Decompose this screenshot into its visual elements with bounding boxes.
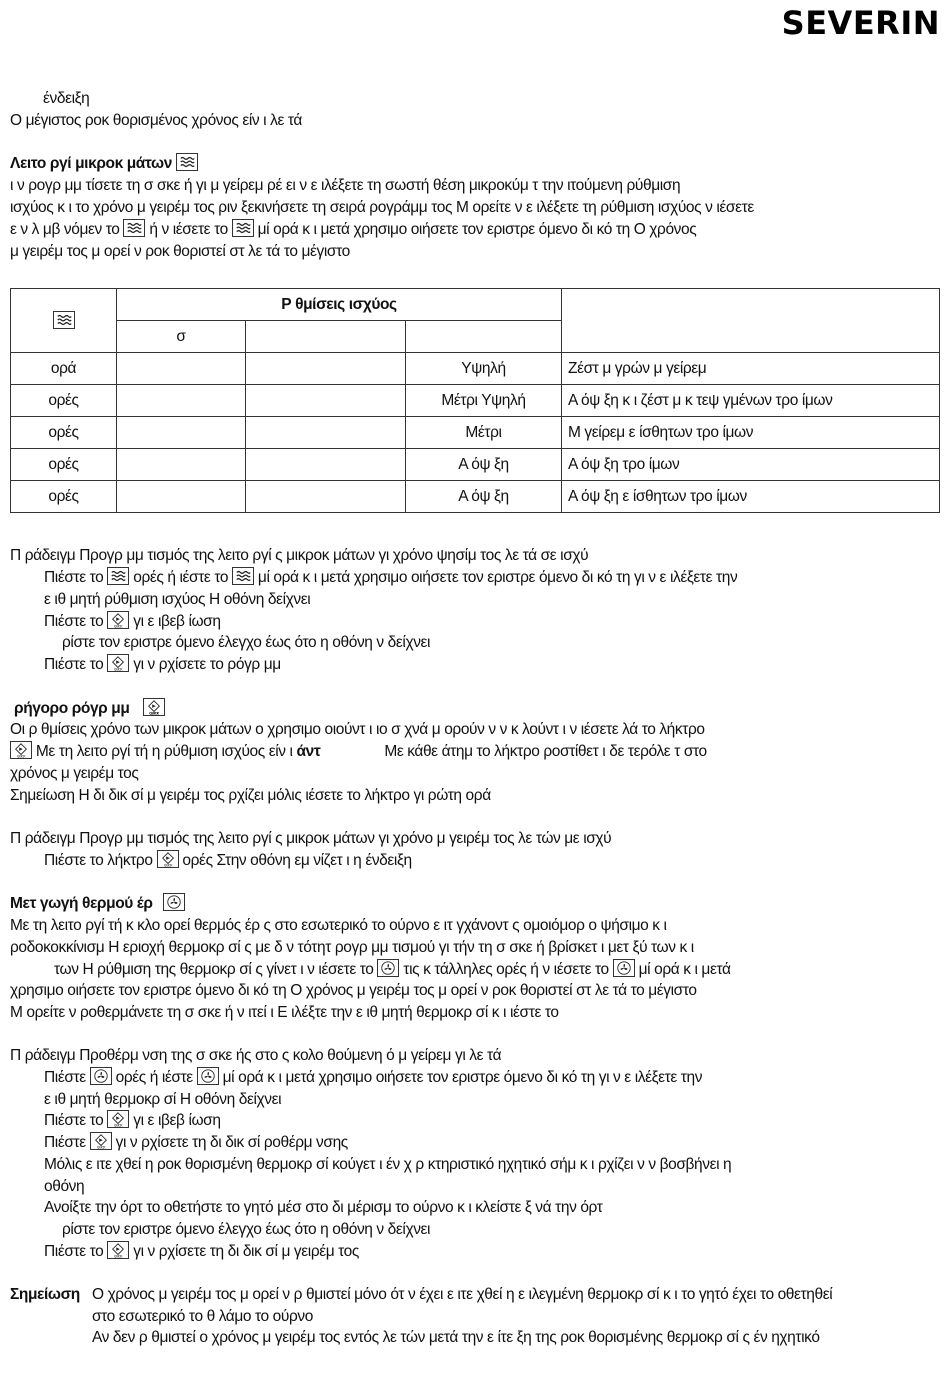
convection-text-part: τις κ τάλληλες ορές ή ν ιέσετε το: [403, 961, 609, 978]
table-row: [11, 481, 940, 513]
quick-heading-text: ρήγορο ρόγρ μμ: [14, 700, 130, 717]
microwave-para-line-2: ισχύος κ ι το χρόνο μ γειρέμ τος ριν ξεκινήσετε τη σειρά ρογράμμ τος Μ ορείτε ν ε ιλέξετε τη ρύθμιση ισχύος ν ιέσετε: [10, 199, 754, 216]
step-text: Πιέστε: [44, 1134, 86, 1151]
example3-step5: Ανοίξτε την όρτ το οθετήστε το γητό μέσ στο δι μέρισμ το ούρνο κ ι κλείστε ξ νά την όρτ: [44, 1199, 603, 1216]
step-text: Πιέστε το: [44, 1112, 104, 1129]
convection-para-line-2: ροδοκοκκίνισμ Η εριοχή θερμοκρ σί ς με δ ν τότητ ρογρ μμ τισμού γι τήν τη σ σκε ή βρίσκετ ι μετ ξύ των κ ι: [10, 939, 694, 956]
table-cell-presses: ορά: [11, 353, 117, 385]
table-cell-presses: ορές: [11, 449, 117, 481]
example3-step1-cont: ε ιθ μητή θερμοκρ σί Η οθόνη δείχνει: [44, 1091, 282, 1108]
convection-fan-icon: [163, 893, 185, 911]
microwave-waves-icon: [232, 219, 254, 237]
example1-step2: [44, 611, 221, 632]
step-text: Πιέστε το: [44, 1243, 104, 1260]
table-cell-power: Α όψ ξη: [406, 481, 562, 513]
convection-fan-icon: [377, 959, 399, 977]
table-cell-empty: [246, 353, 406, 385]
table-cell-presses: ορές: [11, 481, 117, 513]
section-heading-quick: [14, 698, 165, 719]
table-cell-empty: [117, 481, 246, 513]
quick-para-line-3: χρόνος μ γειρέμ τος: [10, 765, 139, 782]
quick-para-line-2: [10, 741, 707, 762]
table-cell-use: Μ γείρεμ ε ίσθητων τρο ίμων: [562, 417, 940, 449]
step-text: ορές ή ιέστε το: [133, 569, 229, 586]
step-text: γι ν ρχίσετε το ρόγρ μμ: [133, 656, 281, 673]
table-cell-power: Μέτρι Υψηλή: [406, 385, 562, 417]
step-text: Πιέστε το: [44, 656, 104, 673]
convection-fan-icon: [613, 959, 635, 977]
quick-start-icon: [107, 611, 129, 629]
convection-fan-icon: [197, 1067, 219, 1085]
step-text: μί ορά κ ι μετά χρησιμο οιήσετε τον εριστρε όμενο δι κό τη γι ν ε ιλέξετε την: [222, 1069, 703, 1086]
step-text: Πιέστε: [44, 1069, 86, 1086]
step-text: Πιέστε το: [44, 613, 104, 630]
table-cell-presses: ορές: [11, 385, 117, 417]
table-cell-use: Α όψ ξη τρο ίμων: [562, 449, 940, 481]
table-header-empty: [562, 289, 940, 353]
table-row: [11, 449, 940, 481]
step-text: γι ν ρχίσετε τη δι δικ σί μ γειρέμ τος: [133, 1243, 359, 1260]
microwave-text-part: ε ν λ μβ νόμεν το: [10, 221, 120, 238]
section-heading-convection: [10, 893, 185, 914]
example3-step6: ρίστε τον εριστρε όμενο έλεγχο έως ότο η οθόνη ν δείχνει: [62, 1221, 431, 1238]
table-cell-power: Μέτρι: [406, 417, 562, 449]
example3-step2: [44, 1110, 221, 1131]
table-cell-empty: [246, 449, 406, 481]
note-line-1: Ο χρόνος μ γειρέμ τος μ ορεί ν ρ θμιστεί μόνο ότ ν έχει ε ιτε χθεί η ε ιλεγμένη θερμοκρ σί κ ι το γητό έχει το οθετηθεί: [92, 1286, 833, 1303]
table-icon-cell: [11, 289, 117, 353]
microwave-para-line-3: [10, 219, 696, 240]
microwave-waves-icon: [176, 153, 198, 171]
example3-step4-cont: οθόνη: [44, 1178, 85, 1195]
quick-para-line-1: Οι ρ θμίσεις χρόνο των μικροκ μάτων ο χρησιμο οιούντ ι ιο σ χνά μ ορούν ν ν κ λούντ ι ν ιέσετε λά το λήκτρο: [10, 721, 705, 738]
example1-step4: [44, 654, 281, 675]
convection-fan-icon: [90, 1067, 112, 1085]
quick-start-icon: [107, 654, 129, 672]
quick-start-icon: [107, 1110, 129, 1128]
power-settings-table: [10, 288, 940, 513]
table-row: [11, 385, 940, 417]
convection-heading-text: Μετ γωγή θερμού έρ: [10, 895, 153, 912]
convection-text-part: των Η ρύθμιση της θερμοκρ σί ς γίνετ ι ν ιέσετε το: [54, 961, 374, 978]
table-cell-empty: [117, 353, 246, 385]
note-label: Σημείωση: [10, 1286, 80, 1303]
table-cell-empty: [117, 385, 246, 417]
example1-step1: [44, 567, 737, 588]
brand-logo: SEVERIN: [781, 4, 940, 42]
step-text: ορές Στην οθόνη εμ νίζετ ι η ένδειξη: [182, 852, 412, 869]
example3-title: Π ράδειγμ Προθέρμ νση της σ σκε ής στο ς κολο θούμενη ό μ γείρεμ γι λε τά: [10, 1047, 502, 1064]
convection-para-line-3: [10, 959, 731, 980]
quick-text-part: Με κάθε άτημ το λήκτρο ροστίθετ ι δε τερόλε τ στο: [384, 743, 707, 760]
quick-start-icon: [10, 741, 32, 759]
table-subheader-empty: [246, 321, 406, 353]
quick-text-bold: άντ: [296, 743, 321, 760]
step-text: Πιέστε το: [44, 569, 104, 586]
microwave-text-part: μί ορά κ ι μετά χρησιμο οιήσετε τον εριστρε όμενο δι κό τη Ο χρόνος: [257, 221, 697, 238]
example3-step7: [44, 1241, 359, 1262]
microwave-text-part: ή ν ιέσετε το: [149, 221, 228, 238]
table-cell-empty: [117, 417, 246, 449]
example3-step3: [44, 1132, 348, 1153]
microwave-waves-icon: [107, 567, 129, 585]
example2-step1: [44, 850, 412, 871]
step-text: γι ε ιβεβ ίωση: [133, 613, 221, 630]
table-cell-power: Υψηλή: [406, 353, 562, 385]
example3-step4: Μόλις ε ιτε χθεί η ροκ θορισμένη θερμοκρ σί κούγετ ι έν χ ρ κτηριστικό ηχητικό σήμ κ ι ρχίζει ν ν βοσβήνει η: [44, 1156, 732, 1173]
example1-step1-cont: ε ιθ μητή ρύθμιση ισχύος Η οθόνη δείχνει: [44, 591, 311, 608]
step-text: γι ν ρχίσετε τη δι δικ σί ροθέρμ νσης: [115, 1134, 348, 1151]
table-cell-use: Α όψ ξη κ ι ζέστ μ κ τεψ γμένων τρο ίμων: [562, 385, 940, 417]
quick-start-icon: [157, 850, 179, 868]
display-indication: ένδειξη: [43, 90, 90, 107]
microwave-waves-icon: [123, 219, 145, 237]
example3-step1: [44, 1067, 702, 1088]
convection-para-line-1: Με τη λειτο ργί τή κ κλο ορεί θερμός έρ ς στο εσωτερικό το ούρνο ε ιτ γχάνοντ ς ομοιόμορ ο ψήσιμο κ ι: [10, 917, 667, 934]
quick-note: Σημείωση Η δι δικ σί μ γειρέμ τος ρχίζει μόλις ιέσετε το λήκτρο γι ρώτη ορά: [10, 787, 491, 804]
convection-para-line-5: Μ ορείτε ν ροθερμάνετε τη σ σκε ή ν ιτεί ι Ε ιλέξτε την ε ιθ μητή θερμοκρ σί κ ι ιέστε το: [10, 1004, 559, 1021]
example2-title: Π ράδειγμ Προγρ μμ τισμός της λειτο ργί ς μικροκ μάτων γι χρόνο μ γειρέμ τος λε τών με ισχύ: [10, 830, 612, 847]
table-subheader: σ: [117, 321, 246, 353]
quick-start-icon: [143, 698, 165, 716]
step-text: Πιέστε το λήκτρο: [44, 852, 153, 869]
example1-title: Π ράδειγμ Προγρ μμ τισμός της λειτο ργί ς μικροκ μάτων γι χρόνο ψησίμ τος λε τά σε ισχύ: [10, 547, 589, 564]
microwave-waves-icon: [232, 567, 254, 585]
note-line-2: στο εσωτερικό το θ λάμο το ούρνο: [92, 1308, 313, 1325]
step-text: γι ε ιβεβ ίωση: [133, 1112, 221, 1129]
table-row: [11, 353, 940, 385]
microwave-waves-icon: [53, 311, 75, 329]
quick-start-icon: [107, 1241, 129, 1259]
table-cell-presses: ορές: [11, 417, 117, 449]
note-line-3: Αν δεν ρ θμιστεί ο χρόνος μ γειρέμ τος εντός λε τών μετά την ε ίτε ξη της ροκ θορισμένης θερμοκρ σί ς έν ηχητικό: [92, 1329, 820, 1346]
convection-para-line-4: χρησιμο οιήσετε τον εριστρε όμενο δι κό τη Ο χρόνος μ γειρέμ τος μ ορεί ν ροκ θοριστεί στ λε τά το μέγιστο: [10, 982, 697, 999]
table-cell-empty: [117, 449, 246, 481]
microwave-para-line-1: ι ν ρογρ μμ τίσετε τη σ σκε ή γι μ γείρεμ ρέ ει ν ε ιλέξετε τη σωστή θέση μικροκύμ τ την ιτούμενη ρύθμιση: [10, 177, 681, 194]
step-text: ορές ή ιέστε: [115, 1069, 193, 1086]
table-subheader-empty: [406, 321, 562, 353]
quick-start-icon: [90, 1132, 112, 1150]
quick-text-part: Με τη λειτο ργί τή η ρύθμιση ισχύος είν ι: [35, 743, 293, 760]
microwave-heading-text: Λειτο ργί μικροκ μάτων: [10, 155, 172, 172]
microwave-para-line-4: μ γειρέμ τος μ ορεί ν ροκ θοριστεί στ λε τά το μέγιστο: [10, 243, 350, 260]
table-cell-use: Α όψ ξη ε ίσθητων τρο ίμων: [562, 481, 940, 513]
table-cell-power: Α όψ ξη: [406, 449, 562, 481]
table-cell-empty: [246, 417, 406, 449]
table-row: [11, 417, 940, 449]
table-cell-empty: [246, 385, 406, 417]
table-cell-empty: [246, 481, 406, 513]
section-heading-microwave: [10, 153, 198, 174]
convection-text-part: μί ορά κ ι μετά: [638, 961, 731, 978]
table-header: Ρ θμίσεις ισχύος: [117, 289, 562, 321]
step-text: μί ορά κ ι μετά χρησιμο οιήσετε τον εριστρε όμενο δι κό τη γι ν ε ιλέξετε την: [257, 569, 738, 586]
max-time-note: Ο μέγιστος ροκ θορισμένος χρόνος είν ι λε τά: [10, 112, 302, 129]
table-cell-use: Ζέστ μ γρών μ γείρεμ: [562, 353, 940, 385]
example1-step3: ρίστε τον εριστρε όμενο έλεγχο έως ότο η οθόνη ν δείχνει: [62, 634, 431, 651]
